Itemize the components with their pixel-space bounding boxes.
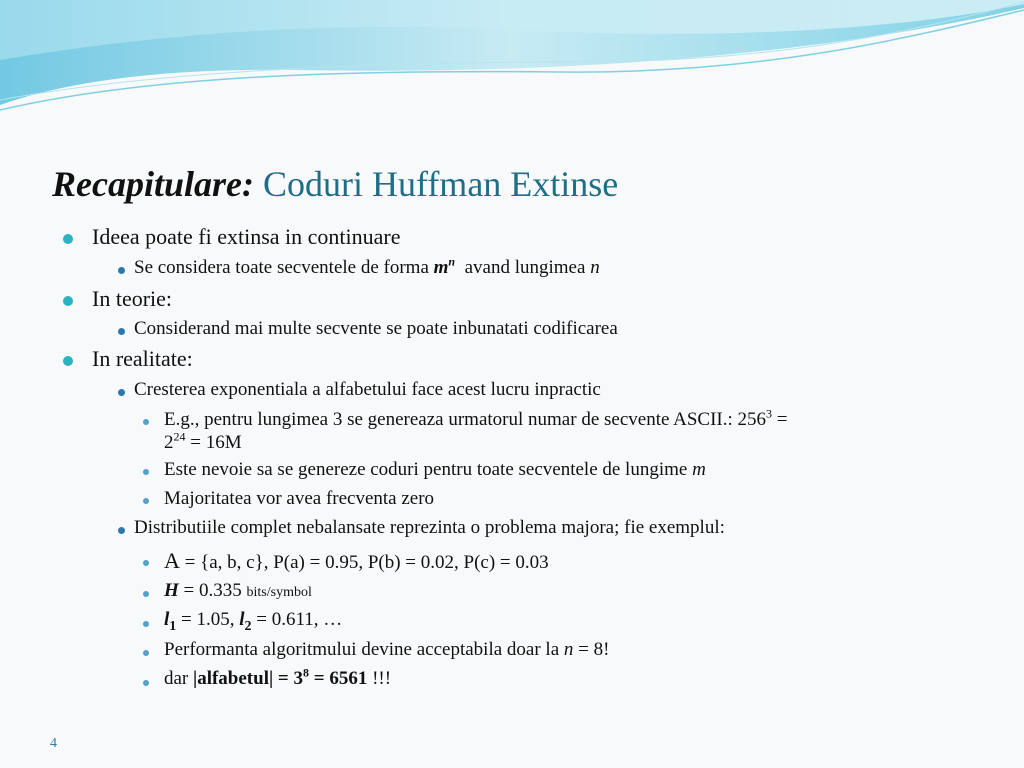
bullet-dot-l3 <box>143 680 149 686</box>
bullet-cresterea: Cresterea exponentiala a alfabetului face acest lucru inpractic <box>134 379 601 400</box>
bullet-lengths-l <box>164 609 343 634</box>
bullet-este-nevoie <box>164 459 706 481</box>
bullet-in-teorie: In teorie: <box>92 286 173 311</box>
text-end: = 0.611, … <box>256 609 343 630</box>
bullet-dot-l1 <box>63 296 73 306</box>
text-l1: l <box>164 609 170 630</box>
text-16m: = 16M <box>190 432 242 453</box>
bullet-dot-l2 <box>118 389 125 396</box>
bullet-dot-l3 <box>143 621 149 627</box>
text-post: = 8! <box>578 639 610 660</box>
text-n: n <box>563 639 574 660</box>
text-sup-3: 3 <box>766 406 772 421</box>
text-A: A <box>164 548 180 573</box>
bullet-dar-alfabetul <box>164 665 392 690</box>
text-sub2: 2 <box>244 618 252 634</box>
bullet-eg-ascii-line2 <box>164 429 242 454</box>
text-n: n <box>590 257 600 278</box>
bullet-dot-l1 <box>63 234 73 244</box>
bullet-distributiile: Distributiile complet nebalansate reprezinta o problema majora; fie exemplul: <box>134 517 725 538</box>
text-H: H <box>164 580 179 601</box>
text-pre: Se considera toate secventele de forma <box>134 257 429 278</box>
bullet-performanta <box>164 639 609 661</box>
text-pre: Este nevoie sa se genereze coduri pentru toate secventele de lungime <box>164 459 688 480</box>
bullet-dot-l2 <box>118 267 125 274</box>
bullet-secvente-forma <box>134 254 600 279</box>
slide-title-italic: Recapitulare: <box>52 164 254 204</box>
text-rest: = {a, b, c}, P(a) = 0.95, P(b) = 0.02, P(c) = 0.03 <box>184 552 549 573</box>
bullet-dot-l2 <box>118 328 125 335</box>
bullet-alphabet-A <box>164 548 549 574</box>
text-exclaim: !!! <box>372 668 392 689</box>
text-pre: Performanta algoritmului devine acceptabila doar la <box>164 639 560 660</box>
text-2: 2 <box>164 432 174 453</box>
text-eq: = 0.335 <box>183 580 242 601</box>
text-m: m <box>692 459 706 480</box>
bullet-eg-ascii-line1 <box>164 406 788 431</box>
page-number: 4 <box>50 736 57 751</box>
bullet-dot-l3 <box>143 560 149 566</box>
text-n-sup: n <box>448 254 456 269</box>
text-mid: avand lungimea <box>464 257 586 278</box>
bullet-dot-l3 <box>143 419 149 425</box>
text-sup-8: 8 <box>303 665 309 680</box>
text-mid: = 1.05, <box>181 609 235 630</box>
text-alfabetul: |alfabetul| = 3 <box>193 668 303 689</box>
text-sup-24: 24 <box>173 429 186 444</box>
text-ascii-pre: E.g., pentru lungimea 3 se genereaza urmatorul numar de secvente ASCII.: 256 <box>164 409 766 430</box>
bullet-dot-l3 <box>143 650 149 656</box>
text-l2: l <box>239 609 245 630</box>
bullet-considerand: Considerand mai multe secvente se poate inbunatati codificarea <box>134 318 618 339</box>
text-sub1: 1 <box>169 618 177 634</box>
bullet-majoritatea: Majoritatea vor avea frecventa zero <box>164 488 435 509</box>
bullet-in-realitate: In realitate: <box>92 346 193 371</box>
bullet-entropy-H <box>164 580 312 602</box>
bullet-ideea: Ideea poate fi extinsa in continuare <box>92 224 401 249</box>
slide-title-main: Coduri Huffman Extinse <box>262 164 619 204</box>
bullet-dot-l3 <box>143 469 149 475</box>
text-eq: = <box>776 409 788 430</box>
bullet-dot-l2 <box>118 527 125 534</box>
bullet-dot-l3 <box>143 498 149 504</box>
text-m: m <box>433 257 449 278</box>
text-dar: dar <box>164 668 189 689</box>
bullet-dot-l3 <box>143 591 149 597</box>
text-6561: = 6561 <box>313 668 368 689</box>
text-unit: bits/symbol <box>246 585 312 600</box>
bullet-dot-l1 <box>63 356 73 366</box>
